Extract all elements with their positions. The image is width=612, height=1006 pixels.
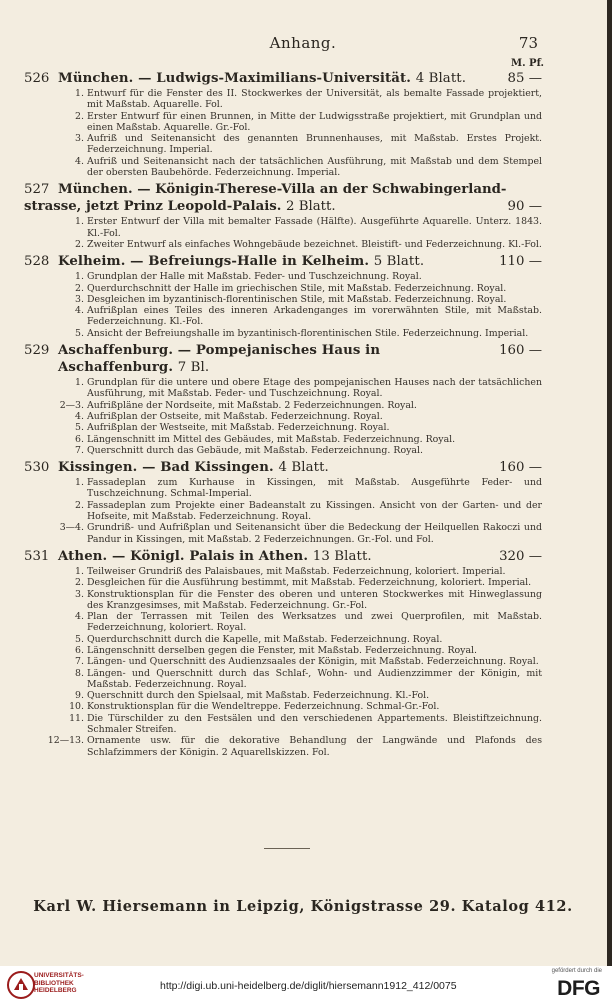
item-description: Querschnitt durch das Gebäude, mit Maßstab. Federzeichnung. Royal. — [87, 444, 423, 456]
entry-title: München. — Königin-Therese-Villa an der Schwabingerland- — [58, 182, 507, 198]
entry-price: 160 — — [499, 343, 542, 359]
item-description: Fassadeplan zum Projekte einer Badeanstalt zu Kissingen. Ansicht von der Garten- und der Hofseite, mit Maßstab. Federzeichnung. Royal. — [87, 499, 542, 523]
item-number: 5. — [75, 422, 84, 434]
item-number: 1. — [75, 477, 84, 489]
item-description: Die Türschilder zu den Festsälen und den verschiedenen Appartements. Bleistiftzeichnung. Schmaler Streifen. — [87, 712, 542, 736]
item-number: 1. — [75, 377, 84, 389]
item-number: 2. — [75, 282, 84, 294]
item-description: Grundriß- und Aufrißplan und Seitenansicht über die Bedeckung der Heilquellen Rakoczi und Pandur in Kissingen, mit Maßstab. 2 Federzeichnungen. Gr.-Fol. und Fol. — [87, 522, 542, 545]
catalog-list — [24, 70, 542, 761]
entry-sheet-count: 2 Blatt. — [286, 199, 336, 215]
item-description: Aufrißplan eines Teiles des inneren Arkadenganges im vorerwähnten Stile, mit Maßstab. Federzeichnung. Kl.-Fol. — [87, 305, 542, 328]
item-description: Längen- und Querschnitt durch das Schlaf-, Wohn- und Audienzzimmer der Königin, mit Maßstab. Federzeichnung. Royal. — [87, 667, 542, 690]
catalog-entry — [24, 253, 542, 339]
item-number: 6. — [75, 644, 84, 656]
list-item — [24, 713, 542, 736]
entry-price: 320 — — [499, 548, 542, 564]
item-number: 4. — [75, 410, 84, 422]
list-item — [24, 522, 542, 545]
item-number: 2. — [75, 577, 84, 589]
catalog-entry — [24, 181, 542, 250]
item-description: Längenschnitt derselben gegen die Fenster, mit Maßstab. Federzeichnung. Royal. — [87, 644, 478, 656]
list-item — [24, 477, 542, 500]
catalog-entry — [24, 548, 542, 758]
entry-items — [24, 566, 542, 758]
item-description: Fassadeplan zum Kurhause in Kissingen, mit Maßstab. Ausgeführte Feder- und Tuschzeichnung. Schmal-Imperial. — [87, 477, 542, 500]
item-description: Konstruktionsplan für die Fenster des oberen und unteren Stockwerkes mit Hinweglassung des Kranzgesimses, mit Maßstab. Federzeichnung. Gr.-Fol. — [87, 588, 542, 611]
item-number: 2. — [75, 238, 84, 250]
entry-heading — [24, 70, 542, 87]
item-description: Aufrißpläne der Nordseite, mit Maßstab. 2 Federzeichnungen. Royal. — [87, 399, 417, 411]
entry-items — [24, 377, 542, 456]
item-description: Ornamente usw. für die dekorative Behandlung der Langwände und Plafonds des Schlafzimmers der Königin. 2 Aquarellskizzen. Fol. — [87, 735, 542, 758]
entry-items — [24, 88, 542, 178]
item-description: Zweiter Entwurf als einfaches Wohngebäude bezeichnet. Bleistift- und Federzeichnung. Kl.-Fol. — [87, 238, 542, 250]
entry-number: 531 — [24, 548, 50, 564]
item-description: Desgleichen für die Ausführung bestimmt, mit Maßstab. Federzeichnung, koloriert. Imperial. — [87, 577, 532, 589]
list-item — [24, 735, 542, 758]
item-number: 12—13. — [47, 735, 84, 747]
item-description: Desgleichen im byzantinisch-florentinischen Stile, mit Maßstab. Federzeichnung. Royal. — [87, 293, 507, 305]
item-description: Längenschnitt im Mittel des Gebäudes, mit Maßstab. Federzeichnung. Royal. — [87, 433, 456, 445]
university-seal-icon[interactable] — [6, 970, 36, 1000]
list-item — [24, 239, 542, 250]
item-number: 6. — [75, 433, 84, 445]
entry-sheet-count: 4 Blatt. — [415, 71, 467, 86]
page-number: 73 — [518, 34, 538, 52]
page-edge — [607, 0, 612, 966]
item-number: 1. — [75, 271, 84, 283]
entry-title: Kissingen. — Bad Kissingen. — [58, 460, 274, 476]
list-item — [24, 271, 542, 282]
list-item — [24, 216, 542, 239]
item-description: Plan der Terrassen mit Teilen des Werksatzes und zwei Querprofilen, mit Maßstab. Federzeichnung, koloriert. Royal. — [87, 611, 542, 634]
list-item — [24, 156, 542, 179]
list-item — [24, 589, 542, 612]
item-number: 1. — [75, 88, 84, 99]
list-item — [24, 88, 542, 111]
entry-price: 160 — — [499, 460, 542, 476]
list-item — [24, 611, 542, 634]
running-header — [0, 34, 606, 56]
section-divider — [264, 848, 310, 849]
entry-number: 530 — [24, 460, 50, 476]
permalink-url[interactable]: http://digi.ub.uni-heidelberg.de/diglit/hiersemann1912_412/0075 — [160, 980, 457, 992]
item-description: Aufriß und Seitenansicht nach der tatsächlichen Ausführung, mit Maßstab und dem Stempel der obersten Baubehörde. Federzeichnung. Imperial. — [87, 155, 542, 179]
item-number: 4. — [75, 155, 84, 167]
publisher-footer: Karl W. Hiersemann in Leipzig, Königstrasse 29. Katalog 412. — [33, 898, 573, 915]
entry-title: Kelheim. — Befreiungs-Halle in Kelheim. — [58, 254, 370, 270]
entry-sheet-count: 13 Blatt. — [312, 548, 372, 564]
item-description: Entwurf für die Fenster des II. Stockwerkes der Universität, als bemalte Fassade projektiert, mit Maßstab. Aquarelle. Fol. — [87, 88, 542, 111]
list-item — [24, 701, 542, 712]
currency-column-heading: M. Pf. — [511, 58, 544, 69]
item-number: 3—4. — [59, 522, 84, 534]
list-item — [24, 305, 542, 328]
item-number: 3. — [75, 588, 84, 600]
list-item — [24, 566, 542, 577]
item-number: 10. — [69, 701, 84, 713]
entry-sheet-count: 5 Blatt. — [373, 254, 425, 270]
item-number: 4. — [75, 611, 84, 623]
item-description: Querschnitt durch den Spielsaal, mit Maßstab. Federzeichnung. Kl.-Fol. — [87, 690, 430, 702]
item-description: Grundplan für die untere und obere Etage des pompejanischen Hauses nach der tatsächlichen Ausführung, mit Maßstab. Feder- und Tuschzeichnung. Royal. — [87, 377, 542, 400]
item-description: Grundplan der Halle mit Maßstab. Feder- und Tuschzeichnung. Royal. — [87, 271, 422, 283]
list-item — [24, 656, 542, 667]
catalog-entry — [24, 70, 542, 178]
item-description: Querdurchschnitt der Halle im griechischen Stile, mit Maßstab. Federzeichnung. Royal. — [87, 282, 507, 294]
item-description: Querdurchschnitt durch die Kapelle, mit Maßstab. Federzeichnung. Royal. — [87, 633, 443, 645]
entry-title: Aschaffenburg. — Pompejanisches Haus in Aschaffenburg. — [58, 343, 381, 376]
item-number: 8. — [75, 667, 84, 679]
list-item — [24, 411, 542, 422]
header-title: Anhang. — [269, 34, 337, 52]
entry-heading — [24, 253, 542, 270]
entry-price: 110 — — [499, 254, 542, 270]
catalog-entry — [24, 342, 542, 456]
library-logo-text[interactable]: UNIVERSITÄTS- BIBLIOTHEK HEIDELBERG — [34, 972, 84, 994]
item-description: Aufriß und Seitenansicht des genannten Brunnenhauses, mit Maßstab. Erstes Projekt. Federzeichnung. Imperial. — [87, 133, 542, 156]
entry-heading — [24, 181, 542, 215]
item-number: 9. — [75, 690, 84, 702]
list-item — [24, 422, 542, 433]
item-number: 5. — [75, 633, 84, 645]
entry-heading — [24, 342, 542, 376]
dfg-logo[interactable]: DFG — [557, 977, 600, 1000]
item-description: Teilweiser Grundriß des Palaisbaues, mit Maßstab. Federzeichnung, koloriert. Imperial. — [87, 565, 506, 577]
entry-number: 528 — [24, 254, 50, 270]
item-number: 2. — [75, 499, 84, 511]
item-number: 2—3. — [59, 399, 84, 411]
item-number: 4. — [75, 305, 84, 317]
list-item — [24, 328, 542, 339]
list-item — [24, 445, 542, 456]
entry-price: 85 — — [507, 71, 542, 86]
list-item — [24, 377, 542, 400]
list-item — [24, 634, 542, 645]
entry-number: 526 — [24, 71, 50, 86]
list-item — [24, 434, 542, 445]
item-number: 7. — [75, 444, 84, 456]
list-item — [24, 111, 542, 134]
item-description: Erster Entwurf der Villa mit bemalter Fassade (Hälfte). Ausgeführte Aquarelle. Unterz. 1843. Kl.-Fol. — [87, 216, 542, 239]
list-item — [24, 645, 542, 656]
item-description: Aufrißplan der Ostseite, mit Maßstab. Federzeichnung. Royal. — [87, 410, 383, 422]
item-number: 1. — [75, 565, 84, 577]
entry-price: 90 — — [507, 199, 542, 215]
item-description: Ansicht der Befreiungshalle im byzantinisch-florentinischen Stile. Federzeichnung. Imperial. — [87, 327, 529, 339]
entry-title: München. — Ludwigs-Maximilians-Universität. — [58, 71, 411, 86]
item-description: Konstruktionsplan für die Wendeltreppe. Federzeichnung. Schmal-Gr.-Fol. — [87, 701, 440, 713]
item-number: 3. — [75, 293, 84, 305]
entry-items — [24, 271, 542, 339]
viewer-bottom-bar — [0, 966, 612, 1006]
item-description: Erster Entwurf für einen Brunnen, in Mitte der Ludwigsstraße projektiert, mit Grundplan und einen Maßstab. Aquarelle. Gr.-Fol. — [87, 110, 542, 133]
list-item — [24, 133, 542, 156]
item-number: 11. — [69, 712, 84, 724]
funding-caption: gefördert durch die — [551, 968, 602, 974]
entry-items — [24, 477, 542, 545]
catalog-entry — [24, 459, 542, 545]
entry-title: Athen. — Königl. Palais in Athen. — [58, 548, 309, 564]
entry-number: 527 — [24, 182, 50, 198]
list-item — [24, 400, 542, 411]
item-description: Aufrißplan der Westseite, mit Maßstab. Federzeichnung. Royal. — [87, 422, 390, 434]
entry-items — [24, 216, 542, 250]
entry-heading — [24, 459, 542, 476]
item-number: 5. — [75, 327, 84, 339]
list-item — [24, 500, 542, 523]
list-item — [24, 577, 542, 588]
item-number: 7. — [75, 656, 84, 668]
item-number: 3. — [75, 133, 84, 145]
item-number: 1. — [75, 216, 84, 228]
item-description: Längen- und Querschnitt des Audienzsaales der Königin, mit Maßstab. Federzeichnung. Royal. — [87, 656, 539, 668]
entry-sheet-count: 4 Blatt. — [278, 460, 329, 476]
entry-sheet-count: 7 Bl. — [177, 360, 210, 376]
entry-title-continued: strasse, jetzt Prinz Leopold-Palais. — [24, 199, 282, 215]
list-item — [24, 690, 542, 701]
entry-number: 529 — [24, 343, 50, 359]
list-item — [24, 668, 542, 691]
item-number: 2. — [75, 110, 84, 122]
list-item — [24, 283, 542, 294]
list-item — [24, 294, 542, 305]
entry-heading — [24, 548, 542, 565]
